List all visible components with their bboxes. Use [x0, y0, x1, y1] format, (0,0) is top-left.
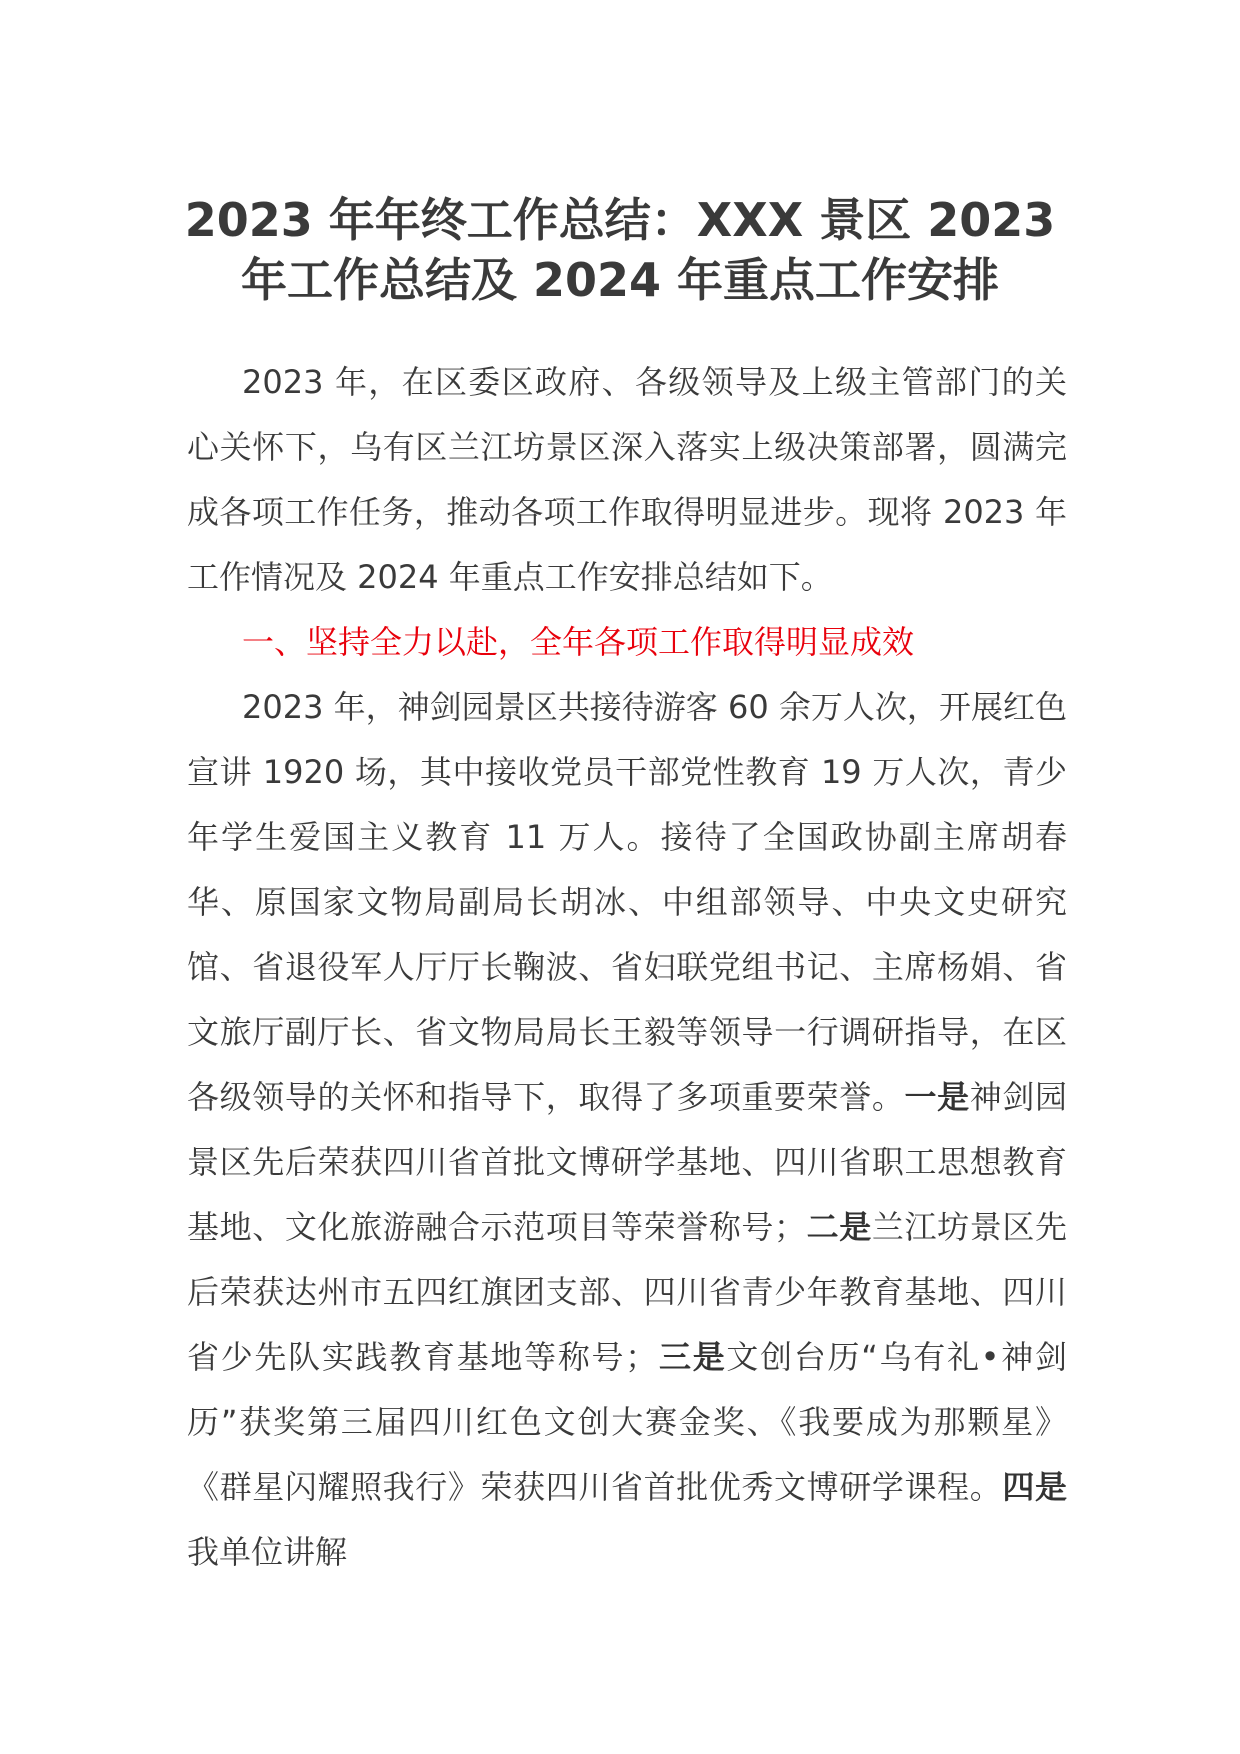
title-line-2: 年工作总结及 2024 年重点工作安排 [240, 253, 1000, 307]
item-text-4: 我单位讲解 [187, 1533, 348, 1571]
item-text-1: 神剑园景区先后荣获四川省首批文博研学基地、四川省职工思想教育基地、文化旅游融合示范项目等荣誉称号； [187, 1078, 1067, 1246]
document-body [187, 350, 1067, 1585]
paragraph-text-start: 2023 年，神剑园景区共接待游客 60 余万人次，开展红色宣讲 1920 场，其中接收党员干部党性教育 19 万人次，青少年学生爱国主义教育 11 万人。接待了全国政协副主席胡春华、原国家文物局副局长胡冰、中组部领导、中央文史研究馆、省退役军人厅厅长鞠波、省妇联党组书记、主席杨娟、省文旅厅副厅长、省文物局局长王毅等领导一行调研指导，在区各级领导的关怀和指导下，取得了多项重要荣誉。 [187, 688, 1067, 1116]
item-text-2: 兰江坊景区先后荣获达州市五四红旗团支部、四川省青少年教育基地、四川省少先队实践教育基地等称号； [187, 1208, 1067, 1376]
section-1-paragraph [187, 675, 1067, 1585]
document-title [0, 190, 1240, 310]
item-text-3: 文创台历“乌有礼•神剑历”获奖第三届四川红色文创大赛金奖、《我要成为那颗星》《群星闪耀照我行》荣获四川省首批优秀文博研学课程。 [187, 1338, 1067, 1506]
intro-paragraph: 2023 年，在区委区政府、各级领导及上级主管部门的关心关怀下，乌有区兰江坊景区深入落实上级决策部署，圆满完成各项工作任务，推动各项工作取得明显进步。现将 2023 年工作情况及 2024 年重点工作安排总结如下。 [187, 363, 1067, 596]
lead-label-4: 四是 [1002, 1468, 1067, 1506]
lead-label-2: 二是 [806, 1208, 872, 1246]
lead-label-3: 三是 [657, 1338, 727, 1376]
title-line-1: 2023 年年终工作总结：XXX 景区 2023 [184, 193, 1056, 247]
lead-label-1: 一是 [904, 1078, 970, 1116]
section-heading-1: 一、坚持全力以赴，全年各项工作取得明显成效 [242, 623, 915, 661]
